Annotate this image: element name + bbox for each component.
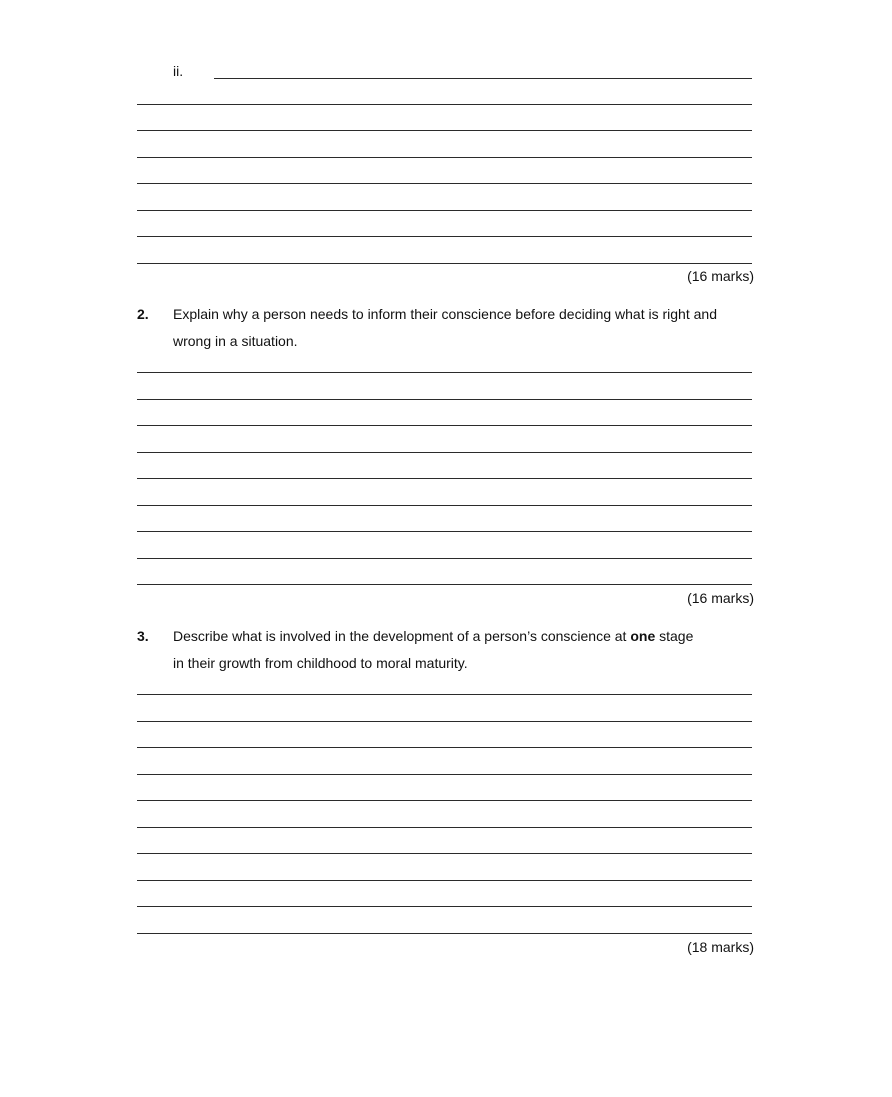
- question-text-line: [173, 627, 693, 645]
- emphasis-word: one: [630, 628, 656, 644]
- question-text-line: wrong in a situation.: [173, 333, 298, 349]
- question-text-line: in their growth from childhood to moral maturity.: [173, 655, 468, 671]
- answer-line[interactable]: [137, 880, 752, 881]
- marks-label: (18 marks): [687, 939, 754, 955]
- answer-line[interactable]: [137, 157, 752, 158]
- answer-line[interactable]: [137, 505, 752, 506]
- question-text-part: stage: [655, 628, 694, 644]
- answer-line[interactable]: [137, 906, 752, 907]
- answer-line[interactable]: [137, 425, 752, 426]
- answer-line[interactable]: [137, 399, 752, 400]
- answer-line[interactable]: [137, 104, 752, 105]
- answer-line[interactable]: [137, 236, 752, 237]
- answer-line[interactable]: [137, 263, 752, 264]
- answer-line[interactable]: [137, 130, 752, 131]
- question-text-line: Explain why a person needs to inform their conscience before deciding what is right and: [173, 306, 717, 322]
- answer-line[interactable]: [137, 372, 752, 373]
- answer-line[interactable]: [137, 853, 752, 854]
- answer-line[interactable]: [214, 78, 752, 79]
- question-number: 2.: [137, 306, 149, 322]
- answer-line[interactable]: [137, 827, 752, 828]
- answer-line[interactable]: [137, 183, 752, 184]
- answer-line[interactable]: [137, 452, 752, 453]
- answer-line[interactable]: [137, 558, 752, 559]
- answer-line[interactable]: [137, 747, 752, 748]
- marks-label: (16 marks): [687, 590, 754, 606]
- part-ii-label: ii.: [173, 63, 184, 79]
- answer-line[interactable]: [137, 721, 752, 722]
- marks-label: (16 marks): [687, 268, 754, 284]
- answer-line[interactable]: [137, 210, 752, 211]
- answer-line[interactable]: [137, 774, 752, 775]
- answer-line[interactable]: [137, 694, 752, 695]
- question-text-part: Describe what is involved in the development of a person’s conscience at: [173, 628, 631, 644]
- answer-line[interactable]: [137, 478, 752, 479]
- answer-line[interactable]: [137, 800, 752, 801]
- question-number: 3.: [137, 628, 149, 644]
- answer-line[interactable]: [137, 584, 752, 585]
- answer-line[interactable]: [137, 933, 752, 934]
- answer-line[interactable]: [137, 531, 752, 532]
